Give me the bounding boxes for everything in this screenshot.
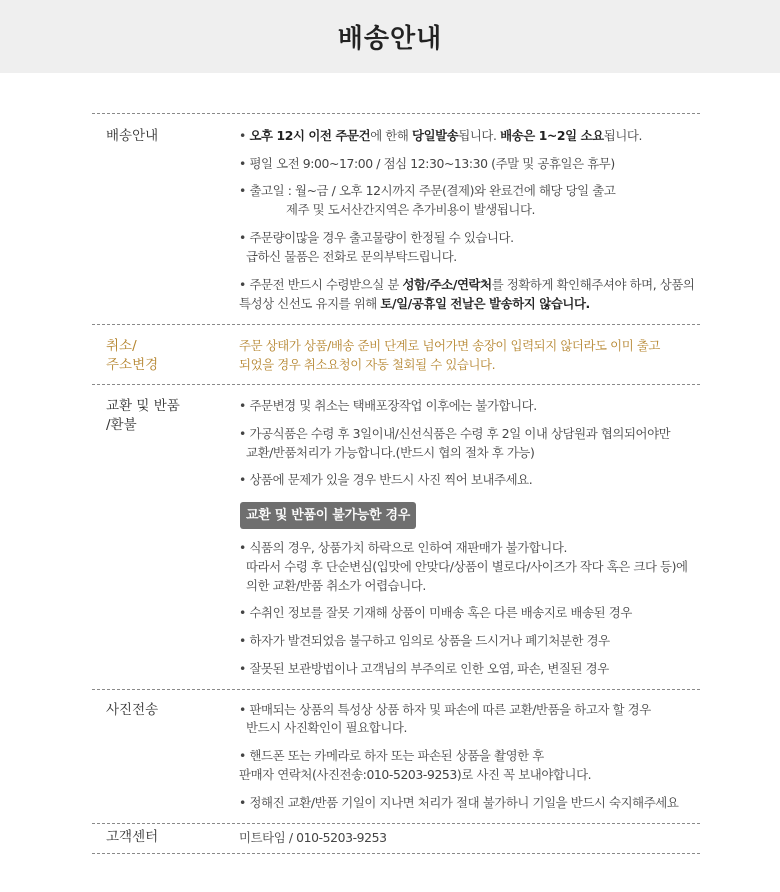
delivery-line-4: 제주 및 도서산간지역은 추가비용이 발생됩니다. [286,202,536,217]
photo-line-3: • 핸드폰 또는 카메라로 하자 또는 파손된 상품을 촬영한 후 [239,748,544,763]
delivery-line-5: • 주문량이많을 경우 출고물량이 한정될 수 있습니다. [239,230,514,245]
divider [92,689,700,690]
divider [92,324,700,325]
photo-line-4: 판매자 연락처(사진전송:010-5203-9253)로 사진 꼭 보내야합니다. [239,767,592,782]
delivery-line-8: 특성상 신선도 유지를 위해 토/일/공휴일 전날은 발송하지 않습니다. [239,296,590,311]
cancel-label-1: 취소/ [106,338,137,354]
cancel-line-1: 주문 상태가 상품/배송 준비 단계로 넘어가면 송장이 입력되지 않더라도 이미 출고 [239,338,660,353]
photo-line-2: 반드시 사진확인이 필요합니다. [246,720,408,735]
header-bar [0,0,780,73]
delivery-line-6: 급하신 물품은 전화로 문의부탁드립니다. [246,249,457,264]
delivery-label: 배송안내 [106,128,159,144]
exchange-line-6: 따라서 수령 후 단순변심(입맛에 안맞다/상품이 별로다/사이즈가 작다 혹은 크다 등)에 [246,559,688,574]
photo-line-1: • 판매되는 상품의 특성상 상품 하자 및 파손에 따른 교환/반품을 하고자 할 경우 [239,702,651,717]
service-contact: 미트타임 / 010-5203-9253 [239,830,387,845]
exchange-line-4: • 상품에 문제가 있을 경우 반드시 사진 찍어 보내주세요. [239,472,533,487]
exchange-line-8: • 수취인 정보를 잘못 기재해 상품이 미배송 혹은 다른 배송지로 배송된 경우 [239,605,632,620]
divider [92,823,700,824]
exchange-line-7: 의한 교환/반품 취소가 어렵습니다. [246,578,426,593]
page-title: 배송안내 [337,24,443,54]
exchange-line-5: • 식품의 경우, 상품가치 하락으로 인하여 재판매가 불가합니다. [239,540,567,555]
delivery-line-3: • 출고일 : 월~금 / 오후 12시까지 주문(결제)와 완료건에 해당 당일 출고 [239,183,616,198]
exchange-label-2: /환불 [106,417,137,433]
exchange-line-3: 교환/반품처리가 가능합니다.(반드시 협의 절차 후 가능) [246,445,535,460]
exchange-line-9: • 하자가 발견되었음 불구하고 임의로 상품을 드시거나 폐기처분한 경우 [239,633,610,648]
cancel-line-2: 되었을 경우 취소요청이 자동 철회될 수 있습니다. [239,357,496,372]
delivery-line-2: • 평일 오전 9:00~17:00 / 점심 12:30~13:30 (주말 및 공휴일은 휴무) [239,156,615,171]
divider [92,384,700,385]
divider [92,113,700,114]
delivery-line-7: • 주문전 반드시 수령받으실 분 성함/주소/연락처를 정확하게 확인해주셔야 하며, 상품의 [239,277,695,292]
exchange-line-1: • 주문변경 및 취소는 택배포장작업 이후에는 불가합니다. [239,398,537,413]
exchange-label-1: 교환 및 반품 [106,398,180,414]
non-returnable-badge: 교환 및 반품이 불가능한 경우 [240,502,416,529]
exchange-line-2: • 가공식품은 수령 후 3일이내/신선식품은 수령 후 2일 이내 상담원과 협의되어야만 [239,426,671,441]
exchange-line-10: • 잘못된 보관방법이나 고객님의 부주의로 인한 오염, 파손, 변질된 경우 [239,661,609,676]
cancel-label-2: 주소변경 [106,357,159,373]
photo-label: 사진전송 [106,702,159,718]
divider [92,853,700,854]
delivery-line-1: • 오후 12시 이전 주문건에 한해 당일발송됩니다. 배송은 1~2일 소요됩니다. [239,128,642,143]
photo-line-5: • 정해진 교환/반품 기일이 지나면 처리가 절대 불가하니 기일을 반드시 숙지해주세요 [239,795,679,810]
service-label: 고객센터 [106,829,159,845]
